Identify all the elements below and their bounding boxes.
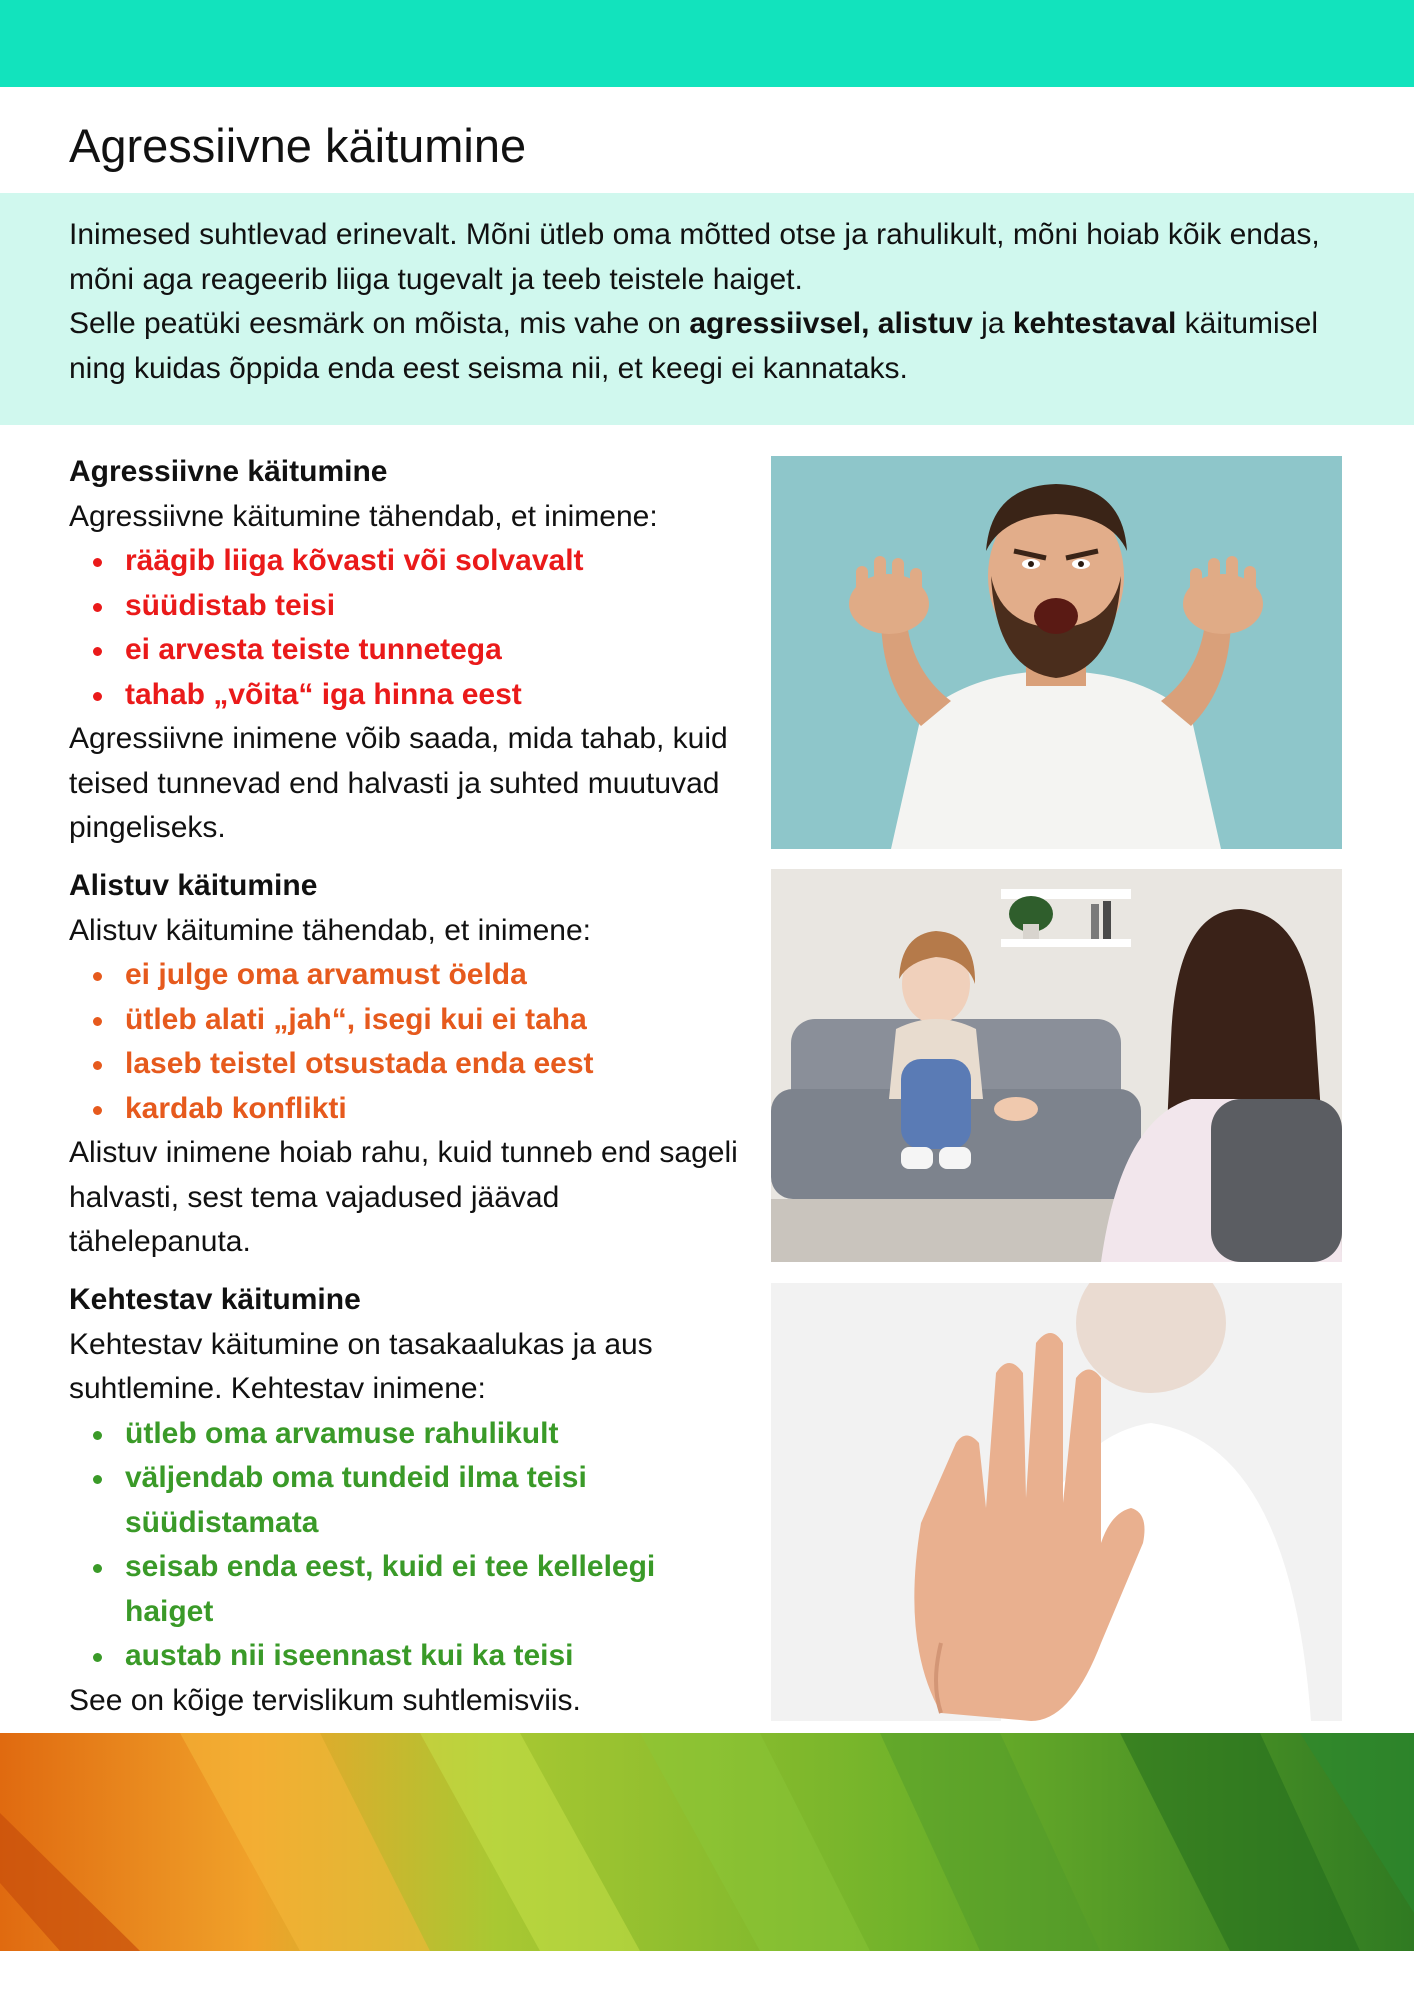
- section-outro: Alistuv inimene hoiab rahu, kuid tunneb end sageli halvasti, sest tema vajadused jäävad tähelepanuta.: [69, 1136, 738, 1258]
- angry-man-photo: [771, 456, 1342, 849]
- list-item: kardab konflikti: [125, 1087, 749, 1132]
- section-assertive: [69, 1278, 749, 1723]
- list-item: ei julge oma arvamust öelda: [125, 953, 749, 998]
- bottom-decorative-band: [0, 1733, 1414, 1951]
- child-therapy-illustration: [771, 869, 1342, 1262]
- intro-bold-assertive: kehtestaval: [1012, 307, 1177, 340]
- intro-line-2-start: Selle peatüki eesmärk on mõista, mis vahe on: [69, 307, 690, 340]
- section-heading: Agressiivne käitumine: [69, 455, 388, 488]
- list-item: ei arvesta teiste tunnetega: [125, 628, 749, 673]
- page-title: Agressiivne käitumine: [69, 119, 527, 172]
- list-item: väljendab oma tundeid ilma teisi süüdistamata: [125, 1456, 725, 1545]
- intro-line-1: Inimesed suhtlevad erinevalt. Mõni ütleb oma mõtted otse ja rahulikult, mõni hoiab kõik endas, mõni aga reageerib liiga tugevalt ja teeb teistele haiget.: [69, 218, 1320, 296]
- stop-hand-illustration: [771, 1283, 1342, 1721]
- section-outro: See on kõige tervislikum suhtlemisviis.: [69, 1683, 581, 1717]
- aggressive-traits-list: [69, 539, 749, 717]
- top-accent-bar: [0, 0, 1414, 87]
- list-item: ütleb alati „jah“, isegi kui ei taha: [125, 998, 749, 1043]
- intro-text: [69, 213, 1359, 391]
- intro-line-2-end: käitumisel ning kuidas õppida enda eest seisma nii, et keegi ei kannataks.: [69, 307, 1319, 385]
- list-item: austab nii iseennast kui ka teisi: [125, 1634, 725, 1679]
- submissive-traits-list: [69, 953, 749, 1131]
- green-orange-wood-illustration: [0, 1733, 1414, 1951]
- intro-box: [0, 193, 1414, 425]
- section-lead: Alistuv käitumine tähendab, et inimene:: [69, 913, 591, 947]
- section-lead: Kehtestav käitumine on tasakaalukas ja aus suhtlemine. Kehtestav inimene:: [69, 1327, 653, 1405]
- section-heading: Alistuv käitumine: [69, 869, 318, 902]
- list-item: seisab enda eest, kuid ei tee kellelegi haiget: [125, 1545, 725, 1634]
- intro-line-2-mid: ja: [972, 307, 1013, 340]
- list-item: laseb teistel otsustada enda eest: [125, 1042, 749, 1087]
- section-lead: Agressiivne käitumine tähendab, et inimene:: [69, 499, 658, 533]
- stop-hand-photo: [771, 1283, 1342, 1721]
- section-outro: Agressiivne inimene võib saada, mida tahab, kuid teised tunnevad end halvasti ja suhted muutuvad pingeliseks.: [69, 722, 728, 844]
- list-item: süüdistab teisi: [125, 584, 749, 629]
- section-heading: Kehtestav käitumine: [69, 1283, 361, 1316]
- section-submissive: [69, 864, 749, 1265]
- section-aggressive: [69, 450, 749, 851]
- intro-bold-aggressive-submissive: agressiivsel, alistuv: [689, 307, 973, 340]
- angry-man-illustration: [771, 456, 1342, 849]
- list-item: tahab „võita“ iga hinna eest: [125, 673, 749, 718]
- assertive-traits-list: [69, 1412, 725, 1679]
- list-item: ütleb oma arvamuse rahulikult: [125, 1412, 725, 1457]
- child-with-therapist-photo: [771, 869, 1342, 1262]
- list-item: räägib liiga kõvasti või solvavalt: [125, 539, 749, 584]
